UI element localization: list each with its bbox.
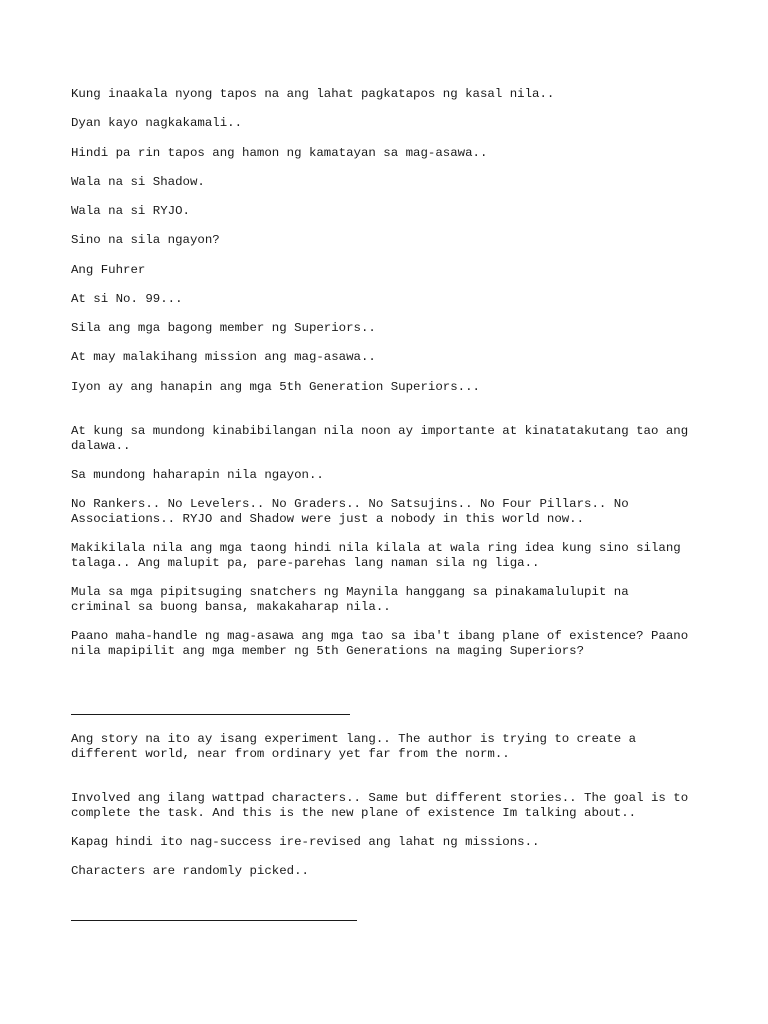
paragraph: Kapag hindi ito nag-success ire-revised ang lahat ng missions..: [71, 835, 540, 849]
paragraph: Makikilala nila ang mga taong hindi nila kilala at wala ring idea kung sino silang talaga.. Ang malupit pa, pare-parehas lang naman sila ng liga..: [71, 541, 681, 570]
paragraph: Involved ang ilang wattpad characters.. Same but different stories.. The goal is to complete the task. And this is the new plane of existence Im talking about..: [71, 791, 689, 820]
paragraph: Wala na si RYJO.: [71, 204, 190, 218]
paragraph: Iyon ay ang hanapin ang mga 5th Generation Superiors...: [71, 380, 480, 394]
paragraph: Kung inaakala nyong tapos na ang lahat pagkatapos ng kasal nila..: [71, 87, 555, 101]
horizontal-divider: [71, 920, 357, 921]
paragraph: Dyan kayo nagkakamali..: [71, 116, 243, 130]
paragraph: Paano maha-handle ng mag-asawa ang mga tao sa iba't ibang plane of existence? Paano nila mapipilit ang mga member ng 5th Generations na maging Superiors?: [71, 629, 689, 658]
horizontal-divider: [71, 714, 350, 715]
paragraph: Ang story na ito ay isang experiment lang.. The author is trying to create a different world, near from ordinary yet far from the norm..: [71, 732, 637, 761]
paragraph: Mula sa mga pipitsuging snatchers ng Maynila hanggang sa pinakamalulupit na criminal sa buong bansa, makakaharap nila..: [71, 585, 629, 614]
paragraph: At si No. 99...: [71, 292, 183, 306]
paragraph: No Rankers.. No Levelers.. No Graders.. No Satsujins.. No Four Pillars.. No Associations.. RYJO and Shadow were just a nobody in this world now..: [71, 497, 629, 526]
document-page: [71, 0, 711, 1024]
paragraph: Sino na sila ngayon?: [71, 233, 220, 247]
paragraph: At may malakihang mission ang mag-asawa..: [71, 350, 376, 364]
paragraph: Sa mundong haharapin nila ngayon..: [71, 468, 324, 482]
paragraph: Characters are randomly picked..: [71, 864, 309, 878]
paragraph: Wala na si Shadow.: [71, 175, 205, 189]
paragraph: At kung sa mundong kinabibilangan nila noon ay importante at kinatatakutang tao ang dalawa..: [71, 424, 689, 453]
paragraph: Hindi pa rin tapos ang hamon ng kamatayan sa mag-asawa..: [71, 146, 488, 160]
paragraph: Ang Fuhrer: [71, 263, 146, 277]
paragraph: Sila ang mga bagong member ng Superiors..: [71, 321, 376, 335]
